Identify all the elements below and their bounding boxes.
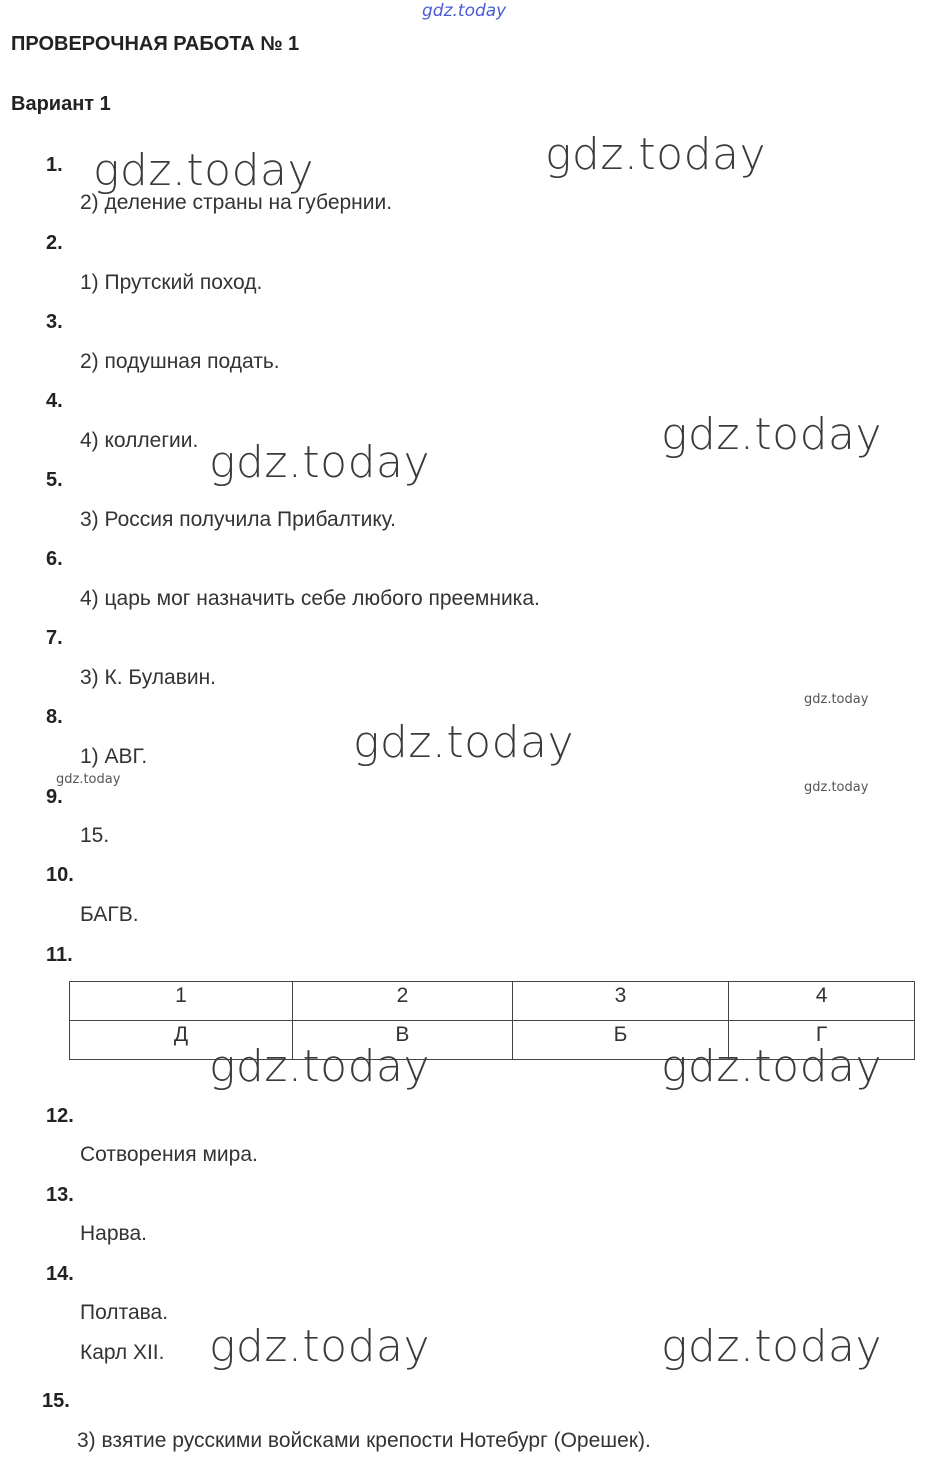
question-number: 13. [46,1184,74,1206]
answer-text: 15. [80,824,110,847]
question-number: 4. [46,390,63,412]
page-title: ПРОВЕРОЧНАЯ РАБОТА № 1 [11,33,300,55]
table-cell: 3 [512,982,728,1021]
watermark: gdz.today [661,1321,883,1372]
table-cell: Д [70,1021,293,1060]
answer-text: 4) царь мог назначить себе любого преемника. [80,587,540,610]
watermark-small: gdz.today [56,772,121,787]
answer-text: 1) АВГ. [80,745,148,768]
answer-text: Нарва. [80,1222,147,1245]
watermark: gdz.today [661,409,883,460]
watermark: gdz.today [209,437,431,488]
answer-text: 3) Россия получила Прибалтику. [80,508,396,531]
question-number: 5. [46,469,63,491]
question-number: 11. [46,944,73,966]
answer-text: 2) деление страны на губернии. [80,191,393,214]
answer-text: 1) Прутский поход. [80,271,263,294]
question-number: 7. [46,627,63,649]
question-number: 9. [46,786,63,808]
answer-text: Сотворения мира. [80,1143,258,1166]
answer-text: Карл XII. [80,1341,165,1364]
answer-text: 4) коллегии. [80,429,199,452]
table-cell: Г [729,1021,915,1060]
answer-text: 2) подушная подать. [80,350,280,373]
question-number: 10. [46,864,74,886]
watermark: gdz.today [93,145,315,196]
answer-text: Полтава. [80,1301,169,1324]
answer-text: 3) К. Булавин. [80,666,217,689]
watermark-small: gdz.today [804,780,869,795]
question-number: 1. [46,154,63,176]
table-cell: 4 [729,982,915,1021]
watermark: gdz.today [353,717,575,768]
answer-text: БАГВ. [80,903,139,926]
question-number: 6. [46,548,63,570]
table-cell: Б [512,1021,728,1060]
table-cell: 2 [293,982,513,1021]
watermark-top: gdz.today [422,1,507,21]
question-number: 15. [42,1390,70,1412]
table-cell: В [293,1021,513,1060]
question-number: 12. [46,1105,74,1127]
question-number: 8. [46,706,63,728]
watermark: gdz.today [545,129,767,180]
question-number: 14. [46,1263,74,1285]
watermark: gdz.today [661,1041,883,1092]
table-header-row [70,982,915,1021]
question-number: 2. [46,232,63,254]
answer-text: 3) взятие русскими войсками крепости Нотебург (Орешек). [77,1429,651,1452]
watermark: gdz.today [209,1041,431,1092]
variant-heading: Вариант 1 [11,93,111,115]
watermark-small: gdz.today [804,692,869,707]
question-number: 3. [46,311,63,333]
watermark: gdz.today [209,1321,431,1372]
table-cell: 1 [70,982,293,1021]
